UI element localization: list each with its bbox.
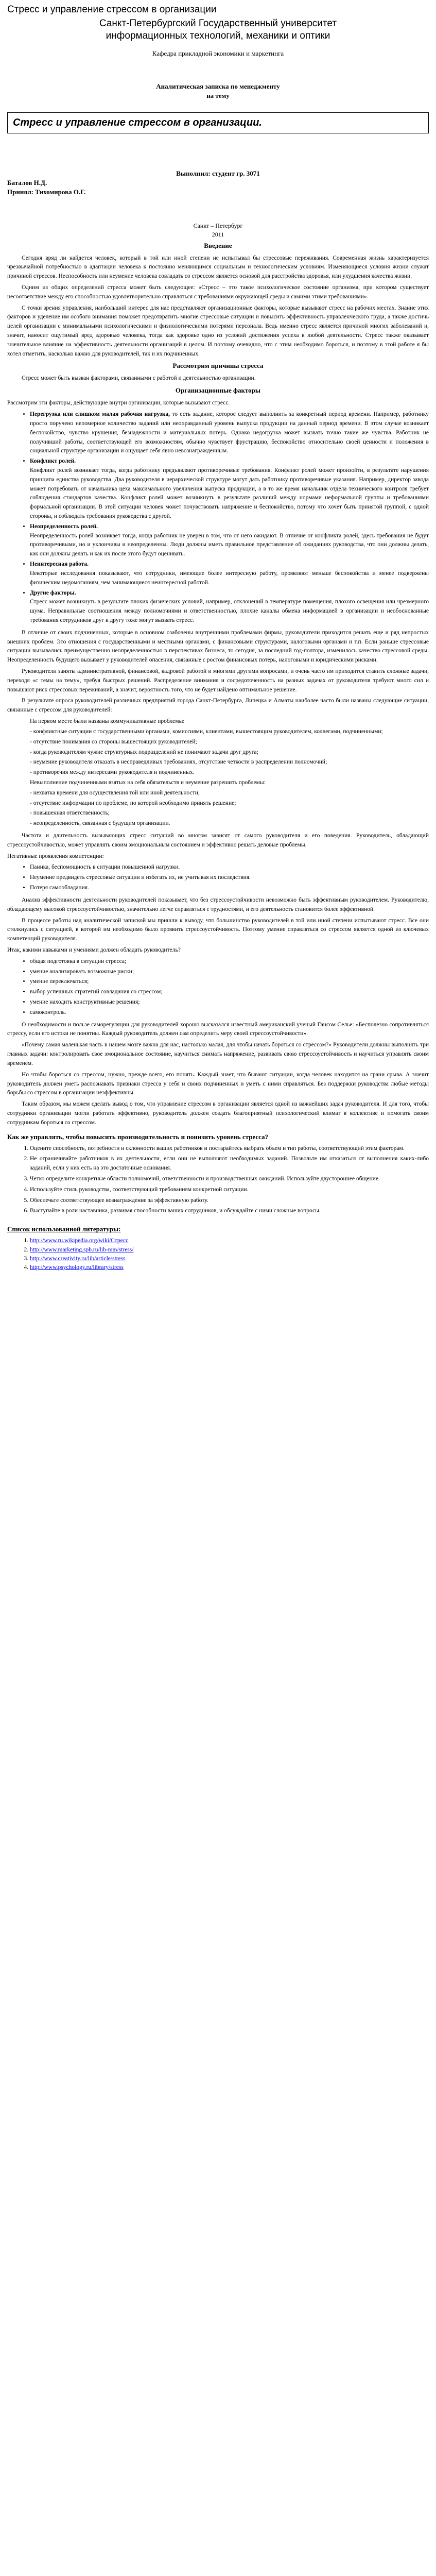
literature-item (30, 1236, 429, 1245)
causes-lead: Стресс может быть вызван факторами, связанными с работой и деятельностью организации. (22, 375, 256, 382)
university-name-line1: Санкт-Петербургский Государственный университет (99, 18, 337, 29)
list-item: • общая подготовка в ситуации стресса; (30, 957, 429, 967)
body-paragraph: Частота и длительность вызывающих стресс ситуаций во многом зависят от самого руководителя и его поведения. Руководитель, обладающий стрессоустойчивостью, может управлять своим эмоциональным состоянием и эффективно решать деловые проблемы. (7, 833, 429, 848)
list-item: - когда руководителям чужие структурных подразделений не понимают задачи друг друга; (30, 749, 258, 755)
list-item: - неопределенность, связанная с будущим организации. (30, 820, 170, 827)
causes-heading: Рассмотрим причины стресса (172, 362, 264, 370)
body-paragraph: Анализ эффективности деятельности руководителей показывает, что без стрессоустойчивости невозможно быть эффективным руководителем. Руководителю, обладающему высокой стрессоустойчивостью, значительно легче справляться с трудностями, и его деятельность становится более эффективной. (7, 896, 429, 912)
literature-heading: Список использованной литературы: (7, 1225, 121, 1233)
list-item: На первом месте были названы коммуникативные проблемы: (30, 718, 185, 725)
body-paragraph: Но чтобы бороться со стрессом, нужно, прежде всего, его понять. Каждый знает, что бывают ситуации, когда человек находится на грани срыва. А значит руководитель должен уметь распознавать признаки стресса у себя и своих подчиненных и уметь с ними справляться. Без поддержки руководства любые методы борьбы со стрессом в организации неэффективны. (7, 1071, 429, 1096)
checked-by: Принял: Тихомирова О.Г. (7, 188, 86, 196)
city: Санкт – Петербург (193, 222, 243, 229)
list-item: • самоконтроль. (30, 1008, 429, 1018)
skills-list (7, 957, 429, 1018)
body-paragraph: О необходимости и пользе саморегуляции для руководителей хорошо высказался известный американский ученый Гансом Селье: «Бесполезно сопротивляться стрессу, если его истоки не понятны. Каждый руководитель должен сам определить меру своей стрессоустойчивости». (7, 1021, 429, 1037)
literature-link[interactable]: http://www.creativity.ru/lib/article/stress (30, 1255, 126, 1262)
literature-link[interactable]: http://www.psychology.ru/library/stress (30, 1264, 124, 1270)
university-name-line2: информационных технологий, механики и оптики (106, 30, 330, 41)
literature-link[interactable]: http://www.marketing.spb.ru/lib-mm/stress/ (30, 1246, 134, 1253)
department-name: Кафедра прикладной экономики и маркетинга (152, 49, 284, 57)
intro-paragraph: Сегодня вряд ли найдется человек, который в той или иной степени не испытывал бы стрессовые переживания. Современная жизнь характеризуется чрезвычайной потребностью в адаптации человека к постоянно меняющимся социальным и технологическим условиям. Изменяющиеся условия жизни служат причиной стрессов. Неспособность или неумение человека совладать со стрессом является основой для расстройства здоровья, или ухудшения качества жизни. (7, 255, 429, 280)
list-item: - конфликтные ситуации с государственными органами, комиссиями, клиентами, вышестоящим руководителем, коллегами, подчиненными; (30, 728, 383, 735)
list-item: - противоречия между интересами руководителя и подчиненных. (30, 769, 195, 776)
list-item: • умение переключаться; (30, 977, 429, 987)
list-item (30, 457, 429, 521)
list-item: • умение анализировать возможные риски; (30, 968, 429, 977)
note-title: Аналитическая записка по менеджменту (156, 82, 280, 90)
intro-paragraph: С точки зрения управления, наибольший интерес для нас представляют организационные факторы, которые вызывают стресс на рабочих местах. Знание этих факторов и уделение им особого внимания поможет предотвратить многие стрессовые ситуации и повысить эффективность управленческого труда, а также достичь целей организации с минимальными психологическими и физиологическими потерями персонала. Ведь именно стресс является причиной многих заболеваний и, значит, наносит ощутимый вред здоровью человека, тогда как здоровье одно из условий достижения успеха в любой деятельности. Стресс также оказывает значительное влияние на эффективность деятельности организаций в целом. И поэтому очевидно, что с этим необходимо бороться, и поэтому в этой работе я бы хотел отметить, насколько важно для руководителей, так и их подчиненных. (7, 304, 429, 357)
list-item: • Неумение предвидеть стрессовые ситуации и избегать их, не учитывая их последствия. (30, 873, 429, 883)
list-item: 5. Обеспечьте соответствующее вознаграждение за эффективную работу. (30, 1196, 429, 1206)
year: 2011 (212, 230, 224, 238)
document-main-title: Стресс и управление стрессом в организации. (7, 112, 429, 133)
list-item: 2. Не ограничивайте работников в их деятельности, если они не выполняют необходимых заданий. Позвольте им отказаться от выполнения каких-либо заданий, если у них есть на это достаточные основания. (30, 1155, 429, 1173)
literature-list (7, 1236, 429, 1272)
body-paragraph: «Почему самая маленькая часть в нашем мозге важна для нас, настолько малая, для чтобы начать бороться со стрессом?» Руководители должны выполнять три главных задачи: контролировать свое эмоциональное состояние, научиться снимать напряжение, развивать свою стрессоустойчивость и научиться управлять своим временем. (7, 1042, 429, 1066)
document-top-title: Стресс и управление стрессом в организации (7, 4, 217, 15)
factor-text: Неопределенность ролей возникает тогда, когда работник не уверен в том, что от него ожидают. В отличие от конфликта ролей, здесь требования не будут противоречивыми, но и уклончивы и неопределенны. Люди должны иметь правильное представление об ожиданиях руководства, что они должны делать, как они должны делать и как их после этого будут оценивать. (30, 532, 429, 557)
list-item: Невыполнение подчиненными взятых на себя обязательств и неумение разрешить проблемы: (30, 779, 266, 786)
list-item: • умение находить конструктивные решения; (30, 998, 429, 1007)
list-item: - отсутствие информации по проблеме, по которой необходимо принять решение; (30, 800, 236, 806)
org-factors-heading: Организационные факторы (175, 386, 261, 395)
negative-manifestations-lead: Негативные проявления компетенции: (7, 853, 104, 859)
note-subtitle: на тему (206, 91, 230, 99)
body-paragraph: В процессе работы над аналитической запиской мы пришли к выводу, что большинство руководителей в той или иной степени испытывают стресс. Все они столкнулись с ситуацией, в которой им необходимо было проявить стрессоустойчивость. Поэтому умение справляться со стрессом является одной из ключевых компетенций руководителя. (7, 917, 429, 942)
list-item (30, 589, 429, 625)
factor-title: Другие факторы. (30, 589, 76, 596)
org-factors-lead: Рассмотрим эти факторы, действующие внутри организации, которые вызывают стресс. (7, 400, 230, 406)
list-item (30, 560, 429, 587)
body-paragraph: Таким образом, мы можем сделать вывод о том, что управление стрессом в организации является одной из важнейших задач руководителя. И для того, чтобы сотрудники организации могли работать эффективно, руководитель должен создать благоприятный психологический климат в коллективе и помогать своим сотрудникам бороться со стрессом. (7, 1101, 429, 1126)
list-item: • Паника, беспомощность в ситуации повышенной нагрузки. (30, 863, 429, 872)
factor-title: Перегрузка или слишком малая рабочая нагрузка, (30, 411, 170, 418)
literature-item (30, 1246, 429, 1255)
factor-text: Некоторые исследования показывают, что сотрудники, имеющие более интересную работу, проявляют меньше беспокойства и менее подвержены физическим недомоганиям, чем занимающиеся неинтересной работой. (30, 570, 429, 586)
skills-lead: Итак, какими навыками и умениями должен обладать руководитель? (7, 946, 181, 953)
intro-heading: Введение (204, 241, 232, 249)
factor-text: Стресс может возникнуть в результате плохих физических условий, например, отклонений в температуре помещения, плохого освещения или чрезмерного шума. Неправильные соотношения между полномочиями и ответственностью, плохие каналы обмена информацией в организации и необоснованные требования сотрудников друг к другу тоже могут вызвать стресс. (30, 599, 429, 623)
negative-manifestations-list (7, 863, 429, 892)
list-item (30, 522, 429, 559)
body-paragraph: Руководители заняты административной, финансовой, кадровой работой и многими другими вопросами, и очень часто им приходится ставить сложные задачи, переходя «с темы на тему», требуя быстрых решений. Распределение внимания и сосредоточенность на разных задачах от руководителя требуют много сил и повышают риск стрессовых переживаний, а значит, вероятность того, что не будет найдено оптимальное решение. (7, 668, 429, 693)
management-answers-list (7, 1144, 429, 1216)
list-item: 3. Четко определите конкретные области полномочий, ответственности и производственных ожиданий. Используйте двустороннее общение. (30, 1175, 429, 1184)
literature-link[interactable]: http://www.ru.wikipedia.org/wiki/Стресс (30, 1238, 129, 1244)
list-item: 4. Используйте стиль руководства, соответствующий требованиям конкретной ситуации. (30, 1185, 429, 1195)
list-item (30, 410, 429, 456)
list-item: - повышенная ответственность; (30, 810, 110, 817)
document-page (0, 0, 436, 1282)
list-item: • Потеря самообладания. (30, 884, 429, 893)
factor-title: Неопределенность ролей. (30, 523, 98, 530)
intro-paragraph: Одним из общих определений стресса может быть следующее: «Стресс – это такое психологическое состояние организма, при котором существует несоответствие между его способностью удовлетворительно справляться с требованиями окружающей среды и самими этими требованиями». (7, 284, 429, 300)
list-item: - нехватка времени для осуществления той или иной деятельности; (30, 789, 200, 796)
list-item: 1. Оцените способность, потребности и склонности ваших работников и постарайтесь выбрать объем и тип работы, соответствующий этим факторам. (30, 1144, 429, 1154)
factor-title: Неинтересная работа. (30, 561, 89, 568)
org-factors-list (7, 410, 429, 625)
body-paragraph: В отличие от своих подчиненных, которые в основном озабочены внутренними проблемами фирмы, руководители приходится решать еще и ряд непростых внешних проблем. Это отношения с государственными и местными органами, с финансовыми структурами, налоговыми органами и т.п. Если раньше стрессовые ситуации вызывались преимущественно неопределенностью в перспективах бизнеса, то сегодня, за последний год-полтора, изменилось качество стрессовой среды. Неопределенность будущего вызывает у руководителей опасения, связанные с ростом финансовых потерь, налоговыми и юридическими рисками. (7, 629, 429, 664)
survey-list (30, 717, 429, 828)
literature-item (30, 1263, 429, 1272)
body-paragraph: В результате опроса руководителей различных предприятий города Санкт-Петербурга, Липецка и Алматы наиболее часто были названы следующие ситуации, связанные с стрессом для руководителей: (7, 698, 429, 714)
factor-text: то есть задание, которое следует выполнить за конкретный период времени. Например, работнику просто поручено непомерное количество заданий или неоправданный уровень выпуска продукции на данный период времени. В этом случае возникает беспокойство, чувство крушения, безнадежности и материальных потерь. Однако недогрузка может вызвать точно такие же чувства. Работник не получивший работы, соответствующей его возможностям, обычно чувствует фрустрацию, беспокойство относительно своей ценности и положения в социальной структуре организации и ощущает себя явно невознагражденным. (30, 411, 429, 454)
literature-item (30, 1255, 429, 1263)
executed-by: Выполнил: студент гр. 3071 (176, 169, 260, 177)
list-item: 6. Выступайте в роли наставника, развивая способности ваших сотрудников, и обсуждайте с ними сложные вопросы. (30, 1207, 429, 1216)
factor-text: Конфликт ролей возникает тогда, когда работнику предъявляют противоречивые требования. Конфликт ролей может произойти, в результате нарушения принципа единства руководства. Два руководителя в иерархической структуре могут дать работнику противоречивые указания. Например, директор завода может потребовать от начальника цеха максимального увеличения выпуска продукции, а в то же время начальник отдела технического контроля требует соблюдения стандартов качества. Конфликт ролей может возникнуть в результате различий между нормами неформальной группы и требованиями формальной организации. В этой ситуации человек может почувствовать напряжение и беспокойство, потому что хочет быть принятой группой, с одной стороны, и соблюдать требования руководства с другой. (30, 467, 429, 519)
management-question: Как же управлять, чтобы повысить производительность и понизить уровень стресса? (7, 1132, 269, 1141)
student-name: Баталов Н.Д. (7, 178, 47, 187)
list-item: - отсутствие понимания со стороны вышестоящих руководителей; (30, 738, 197, 745)
factor-title: Конфликт ролей. (30, 458, 76, 465)
list-item: • выбор успешных стратегий совладания со стрессом; (30, 988, 429, 997)
list-item: - неумение руководителя отказать в несправедливых требованиях, отсутствие четкости в распределении полномочий; (30, 759, 327, 766)
